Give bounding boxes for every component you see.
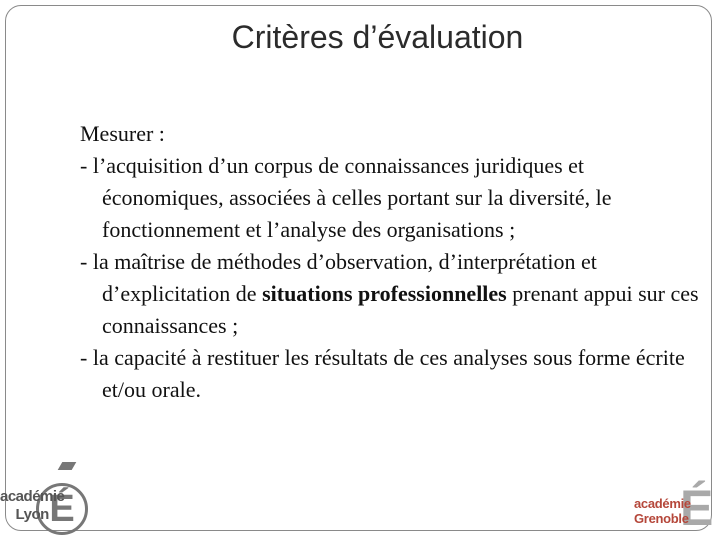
body-heading: Mesurer : [80, 121, 165, 146]
logo-grenoble-line1: académie [634, 496, 691, 511]
bullet-maitrise [80, 246, 700, 342]
bullet-maitrise-emphasis: situations professionnelles [262, 281, 507, 306]
logo-e-letter: É [36, 483, 88, 535]
academie-grenoble-logo [628, 474, 720, 540]
logo-lyon-line1: académie [0, 488, 65, 505]
logo-accent-mark [58, 462, 77, 470]
logo-grenoble-text [634, 496, 691, 526]
bullet-maitrise-text-2: prenant appui sur ces connaissances ; [102, 281, 699, 338]
logo-grenoble-line2: Grenoble [634, 511, 689, 526]
bullet-acquisition: - l’acquisition d’un corpus de connaissances juridiques et économiques, associées à celles portant sur la diversité, le fonctionnement et l’analyse des organisations ; [80, 153, 612, 242]
logo-grenoble-e-letter: É [680, 480, 714, 536]
slide-body [80, 118, 700, 406]
logo-lyon-text [0, 488, 64, 524]
slide-title: Critères d’évaluation [231, 19, 524, 55]
bullet-maitrise-text-1: - la maîtrise de méthodes d’observation, d’interprétation et d’explicitation de [80, 249, 597, 306]
academie-lyon-logo [0, 458, 92, 540]
logo-lyon-line2: Lyon [15, 506, 49, 523]
bullet-capacite: - la capacité à restituer les résultats de ces analyses sous forme écrite et/ou orale. [80, 345, 685, 402]
